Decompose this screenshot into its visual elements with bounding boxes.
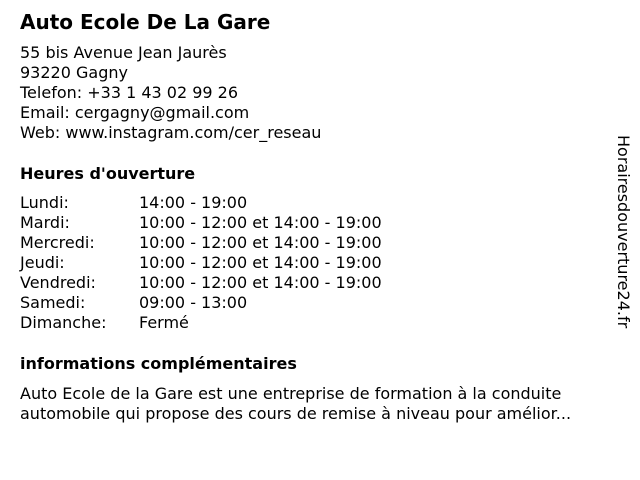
- address-city: 93220 Gagny: [20, 63, 128, 82]
- hours-row-thursday: [20, 253, 382, 273]
- opening-hours-heading: Heures d'ouverture: [20, 164, 196, 183]
- day-label: Samedi:: [20, 293, 86, 312]
- day-label: Lundi:: [20, 193, 69, 212]
- time-value: 10:00 - 12:00 et 14:00 - 19:00: [139, 253, 382, 272]
- hours-row-saturday: [20, 293, 382, 313]
- day-label: Jeudi:: [20, 253, 65, 272]
- time-value: 10:00 - 12:00 et 14:00 - 19:00: [139, 233, 382, 252]
- time-value: 09:00 - 13:00: [139, 293, 248, 312]
- time-value: 14:00 - 19:00: [139, 193, 248, 212]
- time-value: Fermé: [139, 313, 189, 332]
- day-label: Mardi:: [20, 213, 70, 232]
- hours-row-sunday: [20, 313, 382, 333]
- day-label: Mercredi:: [20, 233, 95, 252]
- additional-info-heading: informations complémentaires: [20, 354, 297, 373]
- hours-row-wednesday: [20, 233, 382, 253]
- hours-row-tuesday: [20, 213, 382, 233]
- phone-line: Telefon: +33 1 43 02 99 26: [20, 83, 239, 102]
- description-line: Auto Ecole de la Gare est une entreprise de formation à la conduite: [20, 384, 562, 403]
- address-street: 55 bis Avenue Jean Jaurès: [20, 43, 227, 62]
- time-value: 10:00 - 12:00 et 14:00 - 19:00: [139, 273, 382, 292]
- contact-block: [20, 43, 321, 143]
- description-line: automobile qui propose des cours de remise à niveau pour amélior...: [20, 404, 572, 423]
- description: [20, 384, 620, 424]
- opening-hours-table: [20, 193, 382, 333]
- web-line: Web: www.instagram.com/cer_reseau: [20, 123, 322, 142]
- day-label: Vendredi:: [20, 273, 96, 292]
- business-name: Auto Ecole De La Gare: [20, 10, 271, 34]
- site-watermark: Horairesdouverture24.fr: [614, 135, 633, 329]
- email-line: Email: cergagny@gmail.com: [20, 103, 250, 122]
- hours-row-friday: [20, 273, 382, 293]
- hours-row-monday: [20, 193, 382, 213]
- time-value: 10:00 - 12:00 et 14:00 - 19:00: [139, 213, 382, 232]
- day-label: Dimanche:: [20, 313, 107, 332]
